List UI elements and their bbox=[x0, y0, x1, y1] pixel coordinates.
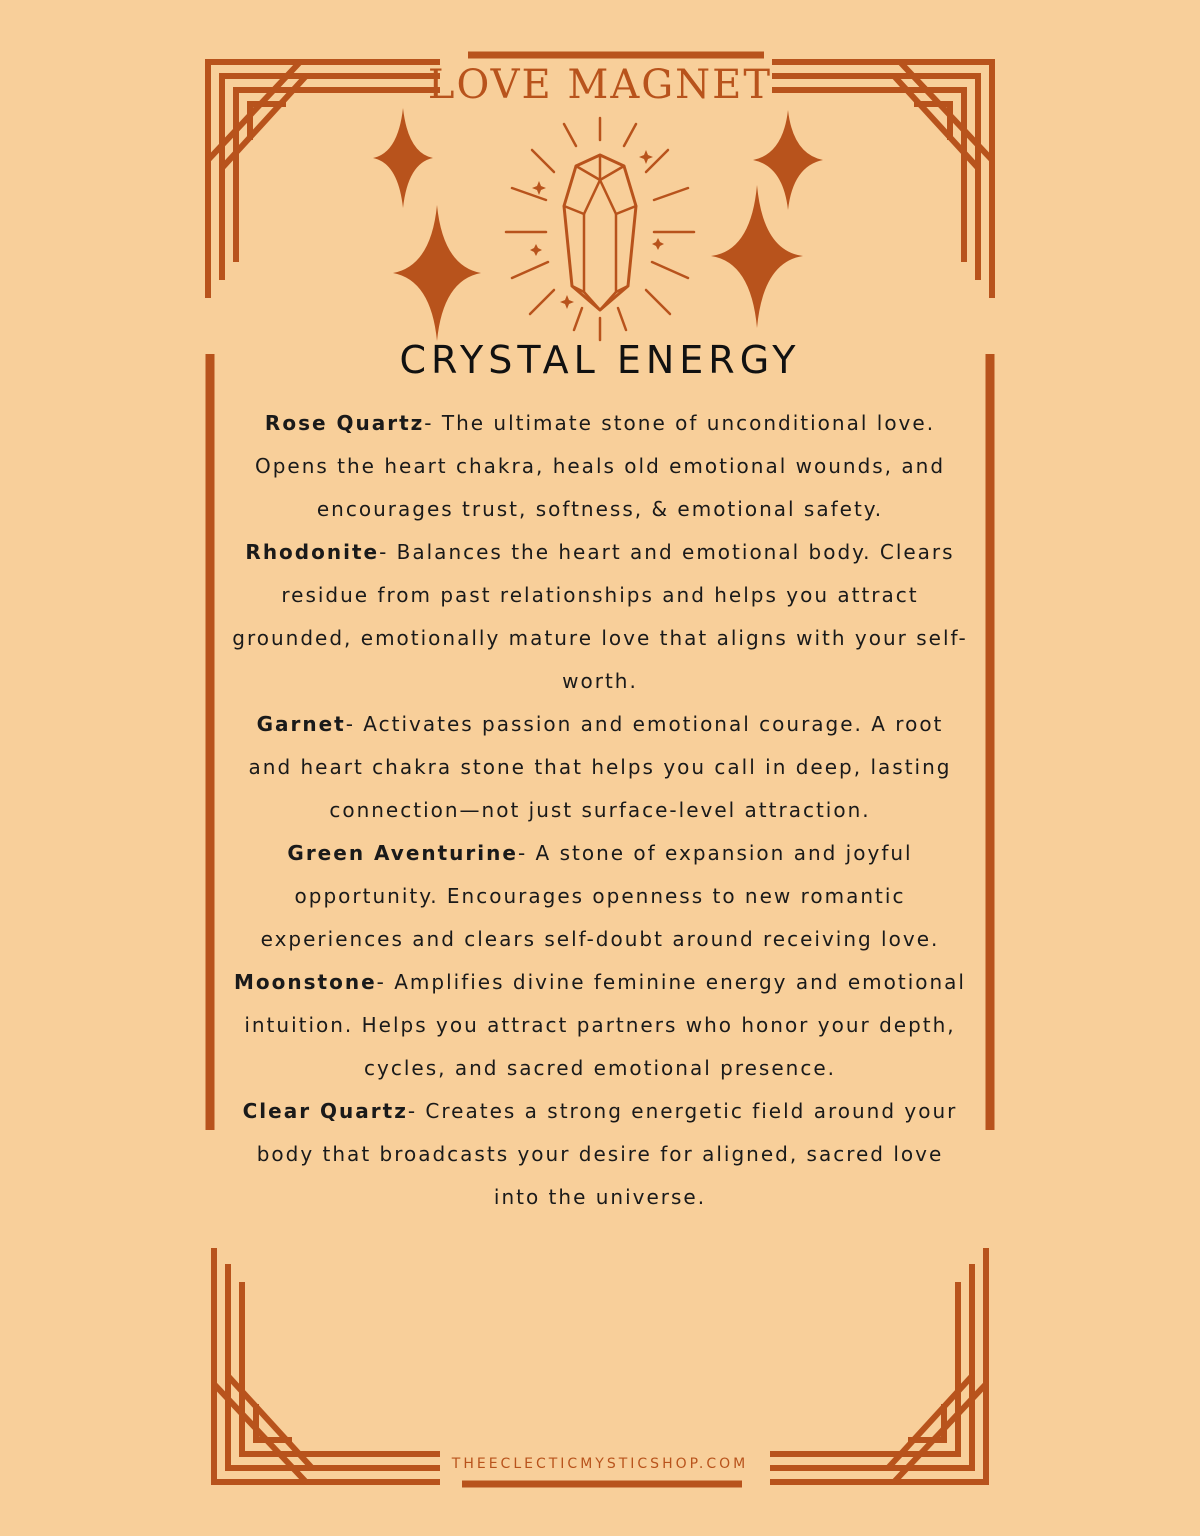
list-item-rose-quartz bbox=[232, 402, 968, 531]
sparkle-star-icon bbox=[753, 110, 823, 210]
crystal-description: - Balances the heart and emotional body. Clears residue from past relationships and helps you attract grounded, emotionally mature love that aligns with your self-worth. bbox=[232, 540, 968, 693]
list-item-moonstone bbox=[232, 961, 968, 1090]
sparkle-star-icon bbox=[711, 185, 803, 328]
crystal-description: - Creates a strong energetic field around your body that broadcasts your desire for aligned, sacred love into the universe. bbox=[256, 1099, 958, 1209]
sparkle-star-icon bbox=[393, 205, 481, 341]
crystal-name: Rose Quartz bbox=[264, 411, 425, 435]
crystal-description: - Amplifies divine feminine energy and emotional intuition. Helps you attract partners who honor your depth, cycles, and sacred emotional presence. bbox=[244, 970, 966, 1080]
list-item-clear-quartz bbox=[232, 1090, 968, 1219]
small-sparkle-icon bbox=[639, 150, 653, 164]
list-item-garnet bbox=[232, 703, 968, 832]
crystal-description: - Activates passion and emotional courage. A root and heart chakra stone that helps you call in deep, lasting connection—not just surface-level attraction. bbox=[248, 712, 952, 822]
crystal-icon bbox=[506, 118, 694, 340]
sparkle-star-icon bbox=[373, 108, 433, 208]
frame-corner-bottom-left bbox=[214, 1248, 440, 1482]
list-item-rhodonite bbox=[232, 531, 968, 703]
crystal-name: Garnet bbox=[256, 712, 346, 736]
crystal-description: - A stone of expansion and joyful opportunity. Encourages openness to new romantic experiences and clears self-doubt around receiving love. bbox=[260, 841, 940, 951]
list-item-green-aventurine bbox=[232, 832, 968, 961]
section-heading: CRYSTAL ENERGY bbox=[399, 338, 801, 382]
frame-corner-bottom-right bbox=[770, 1248, 986, 1482]
crystal-name: Clear Quartz bbox=[242, 1099, 408, 1123]
small-sparkle-icon bbox=[560, 295, 574, 309]
crystal-description: - The ultimate stone of unconditional love. Opens the heart chakra, heals old emotional wounds, and encourages trust, softness, & emotional safety. bbox=[254, 411, 946, 521]
page-title: LOVE MAGNET bbox=[427, 62, 773, 108]
crystal-name: Rhodonite bbox=[245, 540, 380, 564]
crystal-list bbox=[232, 402, 968, 1219]
footer-website: THEECLECTICMYSTICSHOP.COM bbox=[451, 1456, 749, 1472]
small-sparkle-icon bbox=[532, 181, 546, 195]
small-sparkle-icon bbox=[530, 244, 542, 256]
small-sparkle-icon bbox=[652, 238, 664, 250]
crystal-name: Moonstone bbox=[234, 970, 377, 994]
crystal-name: Green Aventurine bbox=[287, 841, 518, 865]
